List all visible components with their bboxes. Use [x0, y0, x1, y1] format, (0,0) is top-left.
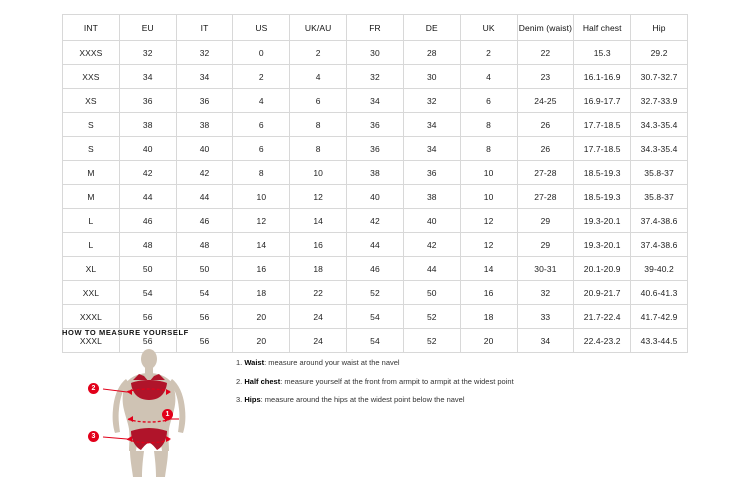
cell-denim-waist: 22: [517, 41, 574, 65]
cell-fr: 36: [347, 137, 404, 161]
cell-it: 44: [176, 185, 233, 209]
cell-half-chest: 18.5-19.3: [574, 161, 631, 185]
instruction-label-waist: Waist: [244, 358, 265, 367]
instruction-text-waist: : measure around your waist at the navel: [264, 358, 400, 367]
cell-denim-waist: 32: [517, 281, 574, 305]
cell-eu: 42: [119, 161, 176, 185]
cell-it: 38: [176, 113, 233, 137]
table-row: [63, 257, 688, 281]
cell-fr: 52: [347, 281, 404, 305]
cell-de: 36: [403, 161, 460, 185]
cell-it: 40: [176, 137, 233, 161]
cell-eu: 50: [119, 257, 176, 281]
cell-int: XXXL: [63, 329, 120, 353]
cell-hip: 37.4-38.6: [631, 233, 688, 257]
cell-eu: 38: [119, 113, 176, 137]
cell-uk-au: 22: [290, 281, 347, 305]
cell-fr: 40: [347, 185, 404, 209]
cell-it: 32: [176, 41, 233, 65]
cell-fr: 44: [347, 233, 404, 257]
cell-uk: 14: [460, 257, 517, 281]
measurement-instructions: [236, 347, 514, 415]
cell-uk: 20: [460, 329, 517, 353]
cell-uk-au: 2: [290, 41, 347, 65]
cell-denim-waist: 29: [517, 233, 574, 257]
cell-int: M: [63, 185, 120, 209]
column-header-int: INT: [63, 15, 120, 41]
cell-hip: 40.6-41.3: [631, 281, 688, 305]
column-header-half-chest: Half chest: [574, 15, 631, 41]
cell-denim-waist: 26: [517, 137, 574, 161]
cell-uk: 18: [460, 305, 517, 329]
cell-half-chest: 22.4-23.2: [574, 329, 631, 353]
table-row: [63, 65, 688, 89]
instruction-label-half-chest: Half chest: [244, 376, 281, 386]
cell-denim-waist: 24-25: [517, 89, 574, 113]
cell-eu: 48: [119, 233, 176, 257]
cell-int: XXL: [63, 281, 120, 305]
table-row: [63, 161, 688, 185]
cell-denim-waist: 23: [517, 65, 574, 89]
cell-us: 20: [233, 305, 290, 329]
cell-int: XXXS: [63, 41, 120, 65]
marker-badge-2: 2: [88, 383, 99, 394]
cell-uk: 6: [460, 89, 517, 113]
cell-fr: 42: [347, 209, 404, 233]
cell-us: 12: [233, 209, 290, 233]
cell-denim-waist: 27-28: [517, 185, 574, 209]
cell-us: 16: [233, 257, 290, 281]
cell-int: XS: [63, 89, 120, 113]
table-row: [63, 305, 688, 329]
cell-hip: 34.3-35.4: [631, 113, 688, 137]
cell-fr: 36: [347, 113, 404, 137]
cell-de: 52: [403, 305, 460, 329]
column-header-hip: Hip: [631, 15, 688, 41]
table-row: [63, 41, 688, 65]
instruction-number-2: 2.: [236, 376, 243, 386]
cell-uk-au: 14: [290, 209, 347, 233]
cell-it: 56: [176, 329, 233, 353]
table-row: [63, 209, 688, 233]
table-row: [63, 185, 688, 209]
cell-de: 32: [403, 89, 460, 113]
cell-hip: 29.2: [631, 41, 688, 65]
cell-us: 8: [233, 161, 290, 185]
instruction-hips: [236, 396, 514, 405]
cell-it: 54: [176, 281, 233, 305]
cell-eu: 54: [119, 281, 176, 305]
column-header-uk: UK: [460, 15, 517, 41]
cell-de: 42: [403, 233, 460, 257]
table-row: [63, 281, 688, 305]
cell-us: 0: [233, 41, 290, 65]
instruction-half-chest: [236, 378, 514, 387]
cell-int: M: [63, 161, 120, 185]
cell-int: L: [63, 233, 120, 257]
column-header-denim-waist: Denim (waist): [517, 15, 574, 41]
cell-de: 30: [403, 65, 460, 89]
cell-fr: 38: [347, 161, 404, 185]
cell-uk: 8: [460, 113, 517, 137]
cell-denim-waist: 30-31: [517, 257, 574, 281]
cell-denim-waist: 27-28: [517, 161, 574, 185]
how-to-measure-section: [62, 328, 682, 477]
cell-uk-au: 18: [290, 257, 347, 281]
cell-eu: 40: [119, 137, 176, 161]
cell-int: XXS: [63, 65, 120, 89]
how-to-measure-title: HOW TO MEASURE YOURSELF: [62, 328, 189, 337]
cell-de: 34: [403, 137, 460, 161]
instruction-text-hips: : measure around the hips at the widest point below the navel: [260, 395, 465, 405]
cell-it: 46: [176, 209, 233, 233]
table-row: [63, 89, 688, 113]
cell-denim-waist: 34: [517, 329, 574, 353]
cell-half-chest: 19.3-20.1: [574, 209, 631, 233]
cell-denim-waist: 29: [517, 209, 574, 233]
instruction-number-3: 3.: [236, 395, 243, 405]
instruction-text-half-chest: : measure yourself at the front from armpit to armpit at the widest point: [280, 376, 514, 386]
column-header-eu: EU: [119, 15, 176, 41]
cell-hip: 37.4-38.6: [631, 209, 688, 233]
cell-eu: 56: [119, 329, 176, 353]
marker-badge-3: 3: [88, 431, 99, 442]
cell-us: 4: [233, 89, 290, 113]
cell-de: 34: [403, 113, 460, 137]
cell-hip: 35.8-37: [631, 161, 688, 185]
cell-us: 2: [233, 65, 290, 89]
cell-it: 42: [176, 161, 233, 185]
cell-uk-au: 12: [290, 185, 347, 209]
cell-us: 18: [233, 281, 290, 305]
cell-eu: 36: [119, 89, 176, 113]
instruction-number-1: 1.: [236, 358, 243, 367]
size-chart-container: [62, 14, 688, 353]
cell-half-chest: 20.1-20.9: [574, 257, 631, 281]
cell-us: 20: [233, 329, 290, 353]
cell-half-chest: 20.9-21.7: [574, 281, 631, 305]
cell-half-chest: 16.9-17.7: [574, 89, 631, 113]
cell-eu: 34: [119, 65, 176, 89]
cell-de: 50: [403, 281, 460, 305]
cell-fr: 54: [347, 305, 404, 329]
cell-uk-au: 16: [290, 233, 347, 257]
column-header-uk-au: UK/AU: [290, 15, 347, 41]
column-header-de: DE: [403, 15, 460, 41]
table-header-row: [63, 15, 688, 41]
cell-uk: 12: [460, 209, 517, 233]
cell-de: 44: [403, 257, 460, 281]
cell-eu: 32: [119, 41, 176, 65]
cell-hip: 30.7-32.7: [631, 65, 688, 89]
cell-denim-waist: 26: [517, 113, 574, 137]
cell-de: 52: [403, 329, 460, 353]
cell-eu: 46: [119, 209, 176, 233]
cell-half-chest: 17.7-18.5: [574, 113, 631, 137]
cell-uk-au: 10: [290, 161, 347, 185]
cell-it: 48: [176, 233, 233, 257]
column-header-it: IT: [176, 15, 233, 41]
cell-us: 6: [233, 113, 290, 137]
cell-int: XL: [63, 257, 120, 281]
cell-hip: 35.8-37: [631, 185, 688, 209]
cell-us: 14: [233, 233, 290, 257]
cell-eu: 56: [119, 305, 176, 329]
cell-de: 38: [403, 185, 460, 209]
cell-uk: 10: [460, 161, 517, 185]
cell-half-chest: 15.3: [574, 41, 631, 65]
cell-uk: 16: [460, 281, 517, 305]
cell-it: 36: [176, 89, 233, 113]
cell-hip: 39-40.2: [631, 257, 688, 281]
cell-hip: 41.7-42.9: [631, 305, 688, 329]
cell-uk-au: 6: [290, 89, 347, 113]
size-chart-table: [62, 14, 688, 353]
cell-uk: 12: [460, 233, 517, 257]
cell-uk-au: 24: [290, 329, 347, 353]
cell-us: 10: [233, 185, 290, 209]
column-header-fr: FR: [347, 15, 404, 41]
cell-uk-au: 4: [290, 65, 347, 89]
cell-it: 56: [176, 305, 233, 329]
cell-denim-waist: 33: [517, 305, 574, 329]
cell-half-chest: 17.7-18.5: [574, 137, 631, 161]
table-row: [63, 233, 688, 257]
cell-half-chest: 16.1-16.9: [574, 65, 631, 89]
cell-it: 50: [176, 257, 233, 281]
measurement-figure: [84, 347, 214, 477]
cell-fr: 34: [347, 89, 404, 113]
cell-fr: 30: [347, 41, 404, 65]
cell-half-chest: 21.7-22.4: [574, 305, 631, 329]
cell-hip: 34.3-35.4: [631, 137, 688, 161]
cell-uk: 4: [460, 65, 517, 89]
cell-int: L: [63, 209, 120, 233]
instruction-label-hips: Hips: [244, 395, 261, 405]
body-diagram-icon: [84, 347, 214, 477]
cell-uk: 8: [460, 137, 517, 161]
cell-fr: 54: [347, 329, 404, 353]
cell-de: 28: [403, 41, 460, 65]
cell-us: 6: [233, 137, 290, 161]
cell-int: XXXL: [63, 305, 120, 329]
how-to-measure-body: [62, 347, 682, 477]
cell-int: S: [63, 113, 120, 137]
cell-fr: 32: [347, 65, 404, 89]
marker-badge-1: 1: [162, 409, 173, 420]
cell-it: 34: [176, 65, 233, 89]
cell-half-chest: 19.3-20.1: [574, 233, 631, 257]
cell-de: 40: [403, 209, 460, 233]
cell-uk-au: 24: [290, 305, 347, 329]
cell-hip: 32.7-33.9: [631, 89, 688, 113]
cell-uk-au: 8: [290, 137, 347, 161]
cell-fr: 46: [347, 257, 404, 281]
cell-int: S: [63, 137, 120, 161]
table-row: [63, 137, 688, 161]
table-row: [63, 113, 688, 137]
instruction-waist: [236, 359, 514, 368]
cell-uk: 2: [460, 41, 517, 65]
column-header-us: US: [233, 15, 290, 41]
cell-hip: 43.3-44.5: [631, 329, 688, 353]
cell-eu: 44: [119, 185, 176, 209]
cell-uk-au: 8: [290, 113, 347, 137]
cell-half-chest: 18.5-19.3: [574, 185, 631, 209]
cell-uk: 10: [460, 185, 517, 209]
